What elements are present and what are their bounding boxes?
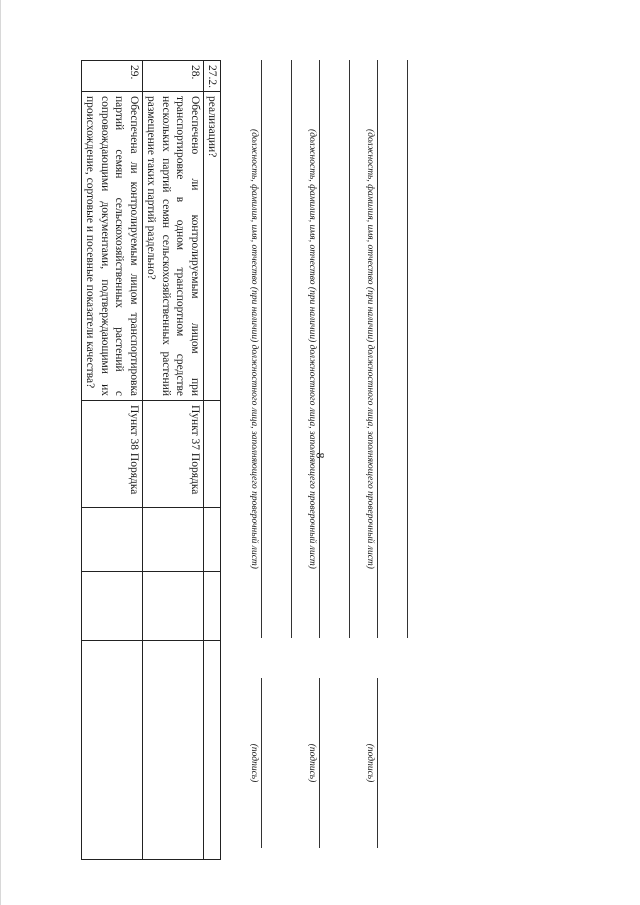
answer-cell-yes — [82, 508, 143, 572]
official-name-line — [261, 60, 262, 638]
signature-extra-line — [291, 60, 292, 638]
signature-extra-line — [349, 60, 350, 638]
page-number: 8 — [313, 452, 328, 459]
table-row — [203, 61, 220, 860]
signature-block — [238, 60, 262, 850]
row-reference: Пункт 37 Порядка — [142, 401, 203, 508]
official-name-line — [377, 60, 378, 638]
row-question: реализации? — [203, 92, 220, 401]
official-name-caption: (должность, фамилия, имя, отчество (при наличии) должностного лица, заполняющего проверочный лист) — [307, 129, 317, 569]
answer-cell-note — [142, 641, 203, 860]
answer-cell-no — [203, 572, 220, 641]
signature-block — [296, 60, 320, 850]
table-row — [82, 61, 143, 860]
row-question: Обеспечена ли контролируемым лицом транспортировка партий семян сельскохозяйственных растений с сопровождающими документами, подтверждающими их происхождение, сортовые и посевные показатели качества? — [82, 92, 143, 401]
signature-line — [377, 678, 378, 848]
row-number: 27.2. — [203, 61, 220, 92]
signature-line — [261, 678, 262, 848]
checklist-table-block — [81, 60, 221, 840]
official-name-caption: (должность, фамилия, имя, отчество (при наличии) должностного лица, заполняющего проверочный лист) — [365, 129, 375, 569]
answer-cell-yes — [142, 508, 203, 572]
signature-block — [354, 60, 378, 850]
row-reference — [203, 401, 220, 508]
checklist-table — [81, 60, 221, 860]
signature-line — [319, 678, 320, 848]
answer-cell-note — [203, 641, 220, 860]
row-question: Обеспечено ли контролируемым лицом при транспортировке в одном транспортном средстве нескольких партий семян сельскохозяйственных растений размещение таких партий раздельно? — [142, 92, 203, 401]
answer-cell-yes — [203, 508, 220, 572]
official-name-caption: (должность, фамилия, имя, отчество (при наличии) должностного лица, заполняющего проверочный лист) — [249, 129, 259, 569]
answer-cell-no — [82, 572, 143, 641]
answer-cell-no — [142, 572, 203, 641]
signature-caption: (подпись) — [307, 743, 317, 783]
answer-cell-note — [82, 641, 143, 860]
signature-extra-line — [407, 60, 408, 638]
row-number: 29. — [82, 61, 143, 92]
official-name-line — [319, 60, 320, 638]
signature-caption: (подпись) — [365, 743, 375, 783]
row-reference: Пункт 38 Порядка — [82, 401, 143, 508]
table-row — [142, 61, 203, 860]
row-number: 28. — [142, 61, 203, 92]
signature-caption: (подпись) — [249, 743, 259, 783]
